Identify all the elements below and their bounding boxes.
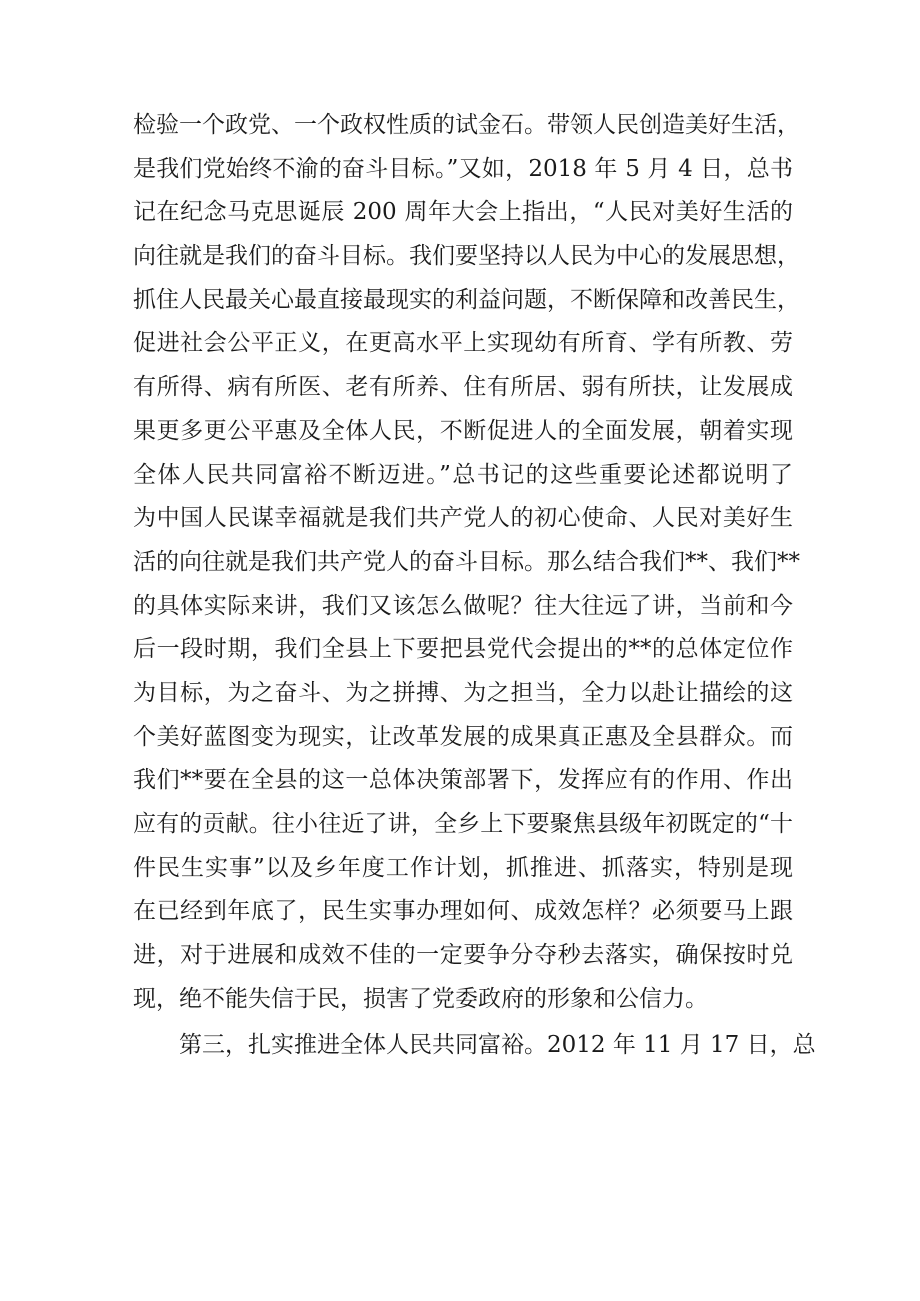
- text-line: 记在纪念马克思诞辰 200 周年大会上指出，“人民对美好生活的: [133, 199, 793, 226]
- text-line: 活的向往就是我们共产党人的奋斗目标。那么结合我们**、我们**: [133, 548, 800, 575]
- text-line: 后一段时期，我们全县上下要把县党代会提出的**的总体定位作: [133, 636, 793, 663]
- text-line: 我们**要在全县的这一总体决策部署下，发挥应有的作用、作出: [133, 767, 793, 794]
- text-line: 应有的贡献。往小往近了讲，全乡上下要聚焦县级年初既定的“十: [133, 811, 793, 837]
- text-line: 第三，扎实推进全体人民共同富裕。2012 年 11 月 17 日，总: [179, 1032, 816, 1059]
- text-line: 全体人民共同富裕不断迈进。”总书记的这些重要论述都说明了: [133, 461, 793, 488]
- text-line: 向往就是我们的奋斗目标。我们要坚持以人民为中心的发展思想，: [133, 243, 800, 270]
- text-line: 是我们党始终不渝的奋斗目标。”又如，2018 年 5 月 4 日，总书: [133, 155, 793, 182]
- text-line: 件民生实事”以及乡年度工作计划，抓推进、抓落实，特别是现: [133, 854, 793, 881]
- text-line: 有所得、病有所医、老有所养、住有所居、弱有所扶，让发展成: [133, 374, 793, 401]
- body-text: [133, 104, 816, 1068]
- text-line: 抓住人民最关心最直接最现实的利益问题，不断保障和改善民生，: [133, 286, 800, 313]
- text-line: 为中国人民谋幸福就是我们共产党人的初心使命、人民对美好生: [133, 505, 793, 532]
- text-line: 检验一个政党、一个政权性质的试金石。带领人民创造美好生活，: [133, 112, 800, 138]
- text-line: 的具体实际来讲，我们又该怎么做呢？往大往远了讲，当前和今: [133, 592, 793, 619]
- text-line: 现，绝不能失信于民，损害了党委政府的形象和公信力。: [133, 985, 708, 1012]
- text-line: 进，对于进展和成效不佳的一定要争分夺秒去落实，确保按时兑: [133, 942, 793, 969]
- text-line: 促进社会公平正义，在更高水平上实现幼有所育、学有所教、劳: [133, 330, 793, 357]
- text-line: 果更多更公平惠及全体人民，不断促进人的全面发展，朝着实现: [133, 417, 793, 444]
- text-line: 在已经到年底了，民生实事办理如何、成效怎样？必须要马上跟: [133, 898, 793, 925]
- text-line: 个美好蓝图变为现实，让改革发展的成果真正惠及全县群众。而: [133, 723, 793, 750]
- paragraph-1: [133, 104, 800, 1021]
- text-line: 为目标，为之奋斗、为之拼搏、为之担当，全力以赴让描绘的这: [133, 679, 793, 706]
- paragraph-2: [133, 1024, 816, 1068]
